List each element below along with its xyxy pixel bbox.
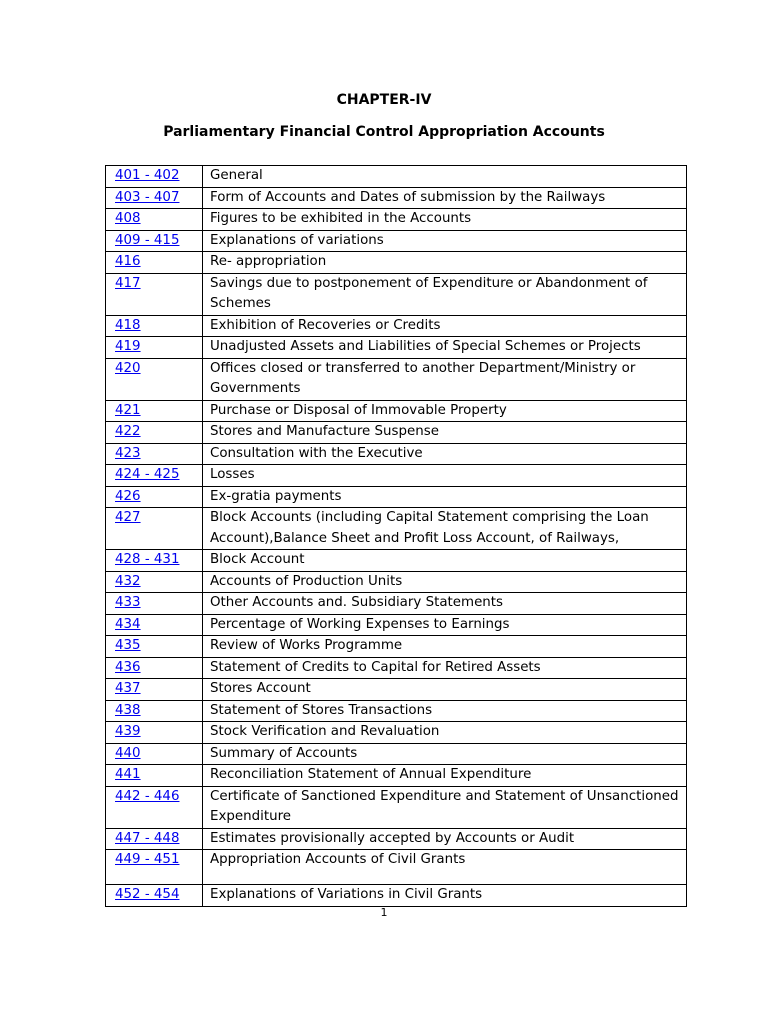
section-link[interactable]: 420 [115,360,141,376]
topic-cell: Block Account [203,550,687,572]
topic-cell: Explanations of Variations in Civil Grants [203,885,687,907]
table-row [106,550,687,572]
table-row [106,209,687,231]
section-cell [106,885,203,907]
table-row [106,508,687,550]
table-row [106,571,687,593]
section-cell [106,422,203,444]
table-row [106,400,687,422]
table-row [106,614,687,636]
section-cell [106,443,203,465]
section-link[interactable]: 433 [115,595,141,610]
section-link[interactable]: 449 - 451 [115,852,180,867]
section-link[interactable]: 440 [115,745,141,761]
section-link[interactable]: 401 - 402 [115,168,180,183]
table-row [106,166,687,188]
topic-cell: Stock Verification and Revaluation [203,722,687,744]
section-link[interactable]: 424 - 425 [115,467,180,482]
section-link[interactable]: 434 [115,616,141,632]
section-link[interactable]: 438 [115,702,141,718]
section-cell [106,230,203,252]
topic-cell: Accounts of Production Units [203,571,687,593]
table-row [106,337,687,359]
topic-cell: Offices closed or transferred to another Department/Ministry or Governments [203,358,687,400]
section-cell [106,571,203,593]
table-row [106,885,687,907]
table-row [106,850,687,885]
section-link[interactable]: 408 [115,211,141,226]
table-row [106,828,687,850]
table-row [106,465,687,487]
section-link[interactable]: 419 [115,339,141,354]
section-cell [106,850,203,885]
topic-cell: Purchase or Disposal of Immovable Property [203,400,687,422]
topic-cell: Summary of Accounts [203,743,687,765]
section-link[interactable]: 437 [115,681,141,696]
topic-cell: Savings due to postponement of Expenditure or Abandonment of Schemes [203,273,687,315]
table-row [106,786,687,828]
table-row [106,230,687,252]
topic-cell: Estimates provisionally accepted by Accounts or Audit [203,828,687,850]
topic-cell: Exhibition of Recoveries or Credits [203,315,687,337]
table-row [106,252,687,274]
section-cell [106,657,203,679]
section-link[interactable]: 421 [115,402,141,418]
page-number: 1 [380,906,388,919]
section-link[interactable]: 436 [115,659,141,675]
contents-table [105,165,687,907]
topic-cell: Stores Account [203,679,687,701]
topic-cell: Figures to be exhibited in the Accounts [203,209,687,231]
topic-cell: General [203,166,687,188]
section-cell [106,765,203,787]
section-cell [106,508,203,550]
topic-cell: Explanations of variations [203,230,687,252]
table-row [106,486,687,508]
page-title: Parliamentary Financial Control Appropriation Accounts [163,124,605,140]
section-link[interactable]: 417 [115,275,141,291]
section-cell [106,273,203,315]
topic-cell: Block Accounts (including Capital Statement comprising the Loan Account),Balance Sheet and Profit Loss Account, of Railways, [203,508,687,550]
chapter-heading: CHAPTER-IV [336,92,432,108]
topic-cell: Unadjusted Assets and Liabilities of Special Schemes or Projects [203,337,687,359]
section-link[interactable]: 422 [115,424,141,439]
table-row [106,358,687,400]
section-link[interactable]: 441 [115,767,141,782]
table-row [106,679,687,701]
table-row [106,636,687,658]
section-cell [106,679,203,701]
section-link[interactable]: 403 - 407 [115,189,180,205]
topic-cell: Certificate of Sanctioned Expenditure and Statement of Unsanctioned Expenditure [203,786,687,828]
table-row [106,273,687,315]
section-cell [106,786,203,828]
section-cell [106,358,203,400]
section-link[interactable]: 432 [115,573,141,589]
table-row [106,657,687,679]
table-row [106,187,687,209]
topic-cell: Reconciliation Statement of Annual Expenditure [203,765,687,787]
section-cell [106,400,203,422]
section-cell [106,614,203,636]
section-link[interactable]: 439 [115,724,141,739]
section-cell [106,550,203,572]
section-link[interactable]: 418 [115,317,141,333]
topic-cell: Stores and Manufacture Suspense [203,422,687,444]
table-row [106,593,687,615]
section-cell [106,722,203,744]
section-link[interactable]: 447 - 448 [115,830,180,846]
topic-cell: Form of Accounts and Dates of submission by the Railways [203,187,687,209]
table-row [106,700,687,722]
section-cell [106,315,203,337]
section-link[interactable]: 442 - 446 [115,788,180,804]
section-cell [106,337,203,359]
topic-cell: Losses [203,465,687,487]
table-row [106,765,687,787]
topic-cell: Appropriation Accounts of Civil Grants [203,850,687,885]
topic-cell: Consultation with the Executive [203,443,687,465]
topic-cell: Statement of Credits to Capital for Retired Assets [203,657,687,679]
section-link[interactable]: 409 - 415 [115,232,180,248]
section-cell [106,593,203,615]
section-link[interactable]: 435 [115,638,141,653]
topic-cell: Percentage of Working Expenses to Earnings [203,614,687,636]
section-cell [106,828,203,850]
section-link[interactable]: 416 [115,254,141,269]
topic-cell: Other Accounts and. Subsidiary Statements [203,593,687,615]
table-row [106,722,687,744]
section-cell [106,700,203,722]
section-cell [106,465,203,487]
section-link[interactable]: 452 - 454 [115,887,180,902]
section-cell [106,166,203,188]
section-link[interactable]: 427 [115,510,141,525]
table-row [106,743,687,765]
topic-cell: Statement of Stores Transactions [203,700,687,722]
section-cell [106,252,203,274]
section-cell [106,636,203,658]
section-link[interactable]: 426 [115,488,141,504]
section-cell [106,209,203,231]
topic-cell: Ex-gratia payments [203,486,687,508]
table-row [106,315,687,337]
section-cell [106,486,203,508]
section-link[interactable]: 428 - 431 [115,552,180,567]
topic-cell: Review of Works Programme [203,636,687,658]
section-cell [106,743,203,765]
table-row [106,422,687,444]
table-row [106,443,687,465]
section-cell [106,187,203,209]
topic-cell: Re- appropriation [203,252,687,274]
section-link[interactable]: 423 [115,445,141,461]
